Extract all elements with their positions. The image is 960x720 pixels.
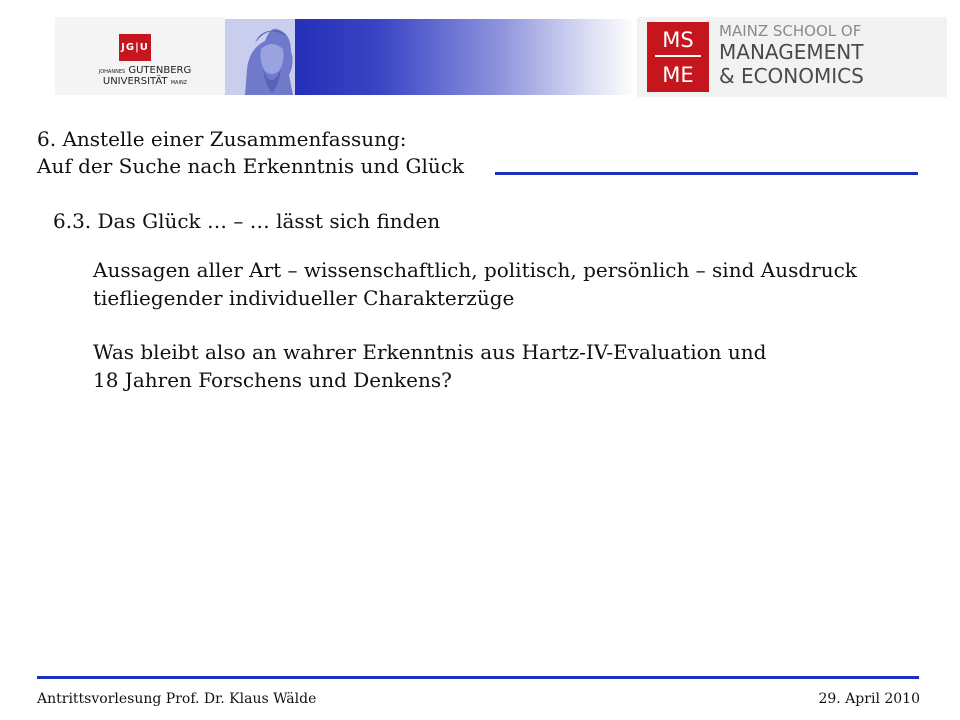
paragraph-1-line1: Aussagen aller Art – wissenschaftlich, politisch, persönlich – sind Ausdruck — [93, 258, 857, 282]
jgu-logo-block — [55, 17, 225, 95]
jgu-university-name — [75, 66, 215, 88]
paragraph-2-line2: 18 Jahren Forschens und Denkens? — [93, 368, 452, 392]
jgu-name-main: GUTENBERG — [128, 65, 192, 76]
msme-logo — [647, 22, 709, 92]
jgu-name-line2: UNIVERSITÄT — [102, 76, 168, 87]
msme-line1: MAINZ SCHOOL OF — [719, 22, 862, 40]
slide-title — [37, 126, 464, 180]
paragraph-2 — [93, 338, 923, 394]
paragraph-1-line2: tiefliegender individueller Charakterzüge — [93, 286, 515, 310]
msme-logo-top: MS — [662, 28, 694, 52]
msme-logo-bottom: ME — [662, 63, 694, 87]
jgu-name-prefix: JOHANNES — [98, 69, 126, 75]
jgu-name-suffix: MAINZ — [170, 80, 188, 86]
header-banner — [55, 17, 947, 97]
slide-title-line1: 6. Anstelle einer Zusammenfassung: — [37, 127, 407, 151]
footer-date: 29. April 2010 — [818, 691, 920, 707]
msme-line3: & ECONOMICS — [719, 64, 864, 88]
msme-school-name — [719, 23, 944, 88]
footer-rule — [37, 676, 919, 679]
jgu-logo: JG|U — [119, 34, 151, 61]
blue-gradient-band — [295, 19, 635, 95]
footer-lecture-title: Antrittsvorlesung Prof. Dr. Klaus Wälde — [37, 691, 317, 707]
paragraph-2-line1: Was bleibt also an wahrer Erkenntnis aus Hartz-IV-Evaluation und — [93, 340, 767, 364]
section-heading: 6.3. Das Glück … – … lässt sich finden — [53, 209, 441, 233]
msme-line2: MANAGEMENT — [719, 40, 864, 64]
title-underline — [495, 172, 918, 175]
paragraph-1 — [93, 256, 923, 312]
slide-title-line2: Auf der Suche nach Erkenntnis und Glück — [37, 154, 465, 178]
msme-logo-divider — [655, 55, 701, 57]
msme-logo-block — [637, 17, 947, 97]
